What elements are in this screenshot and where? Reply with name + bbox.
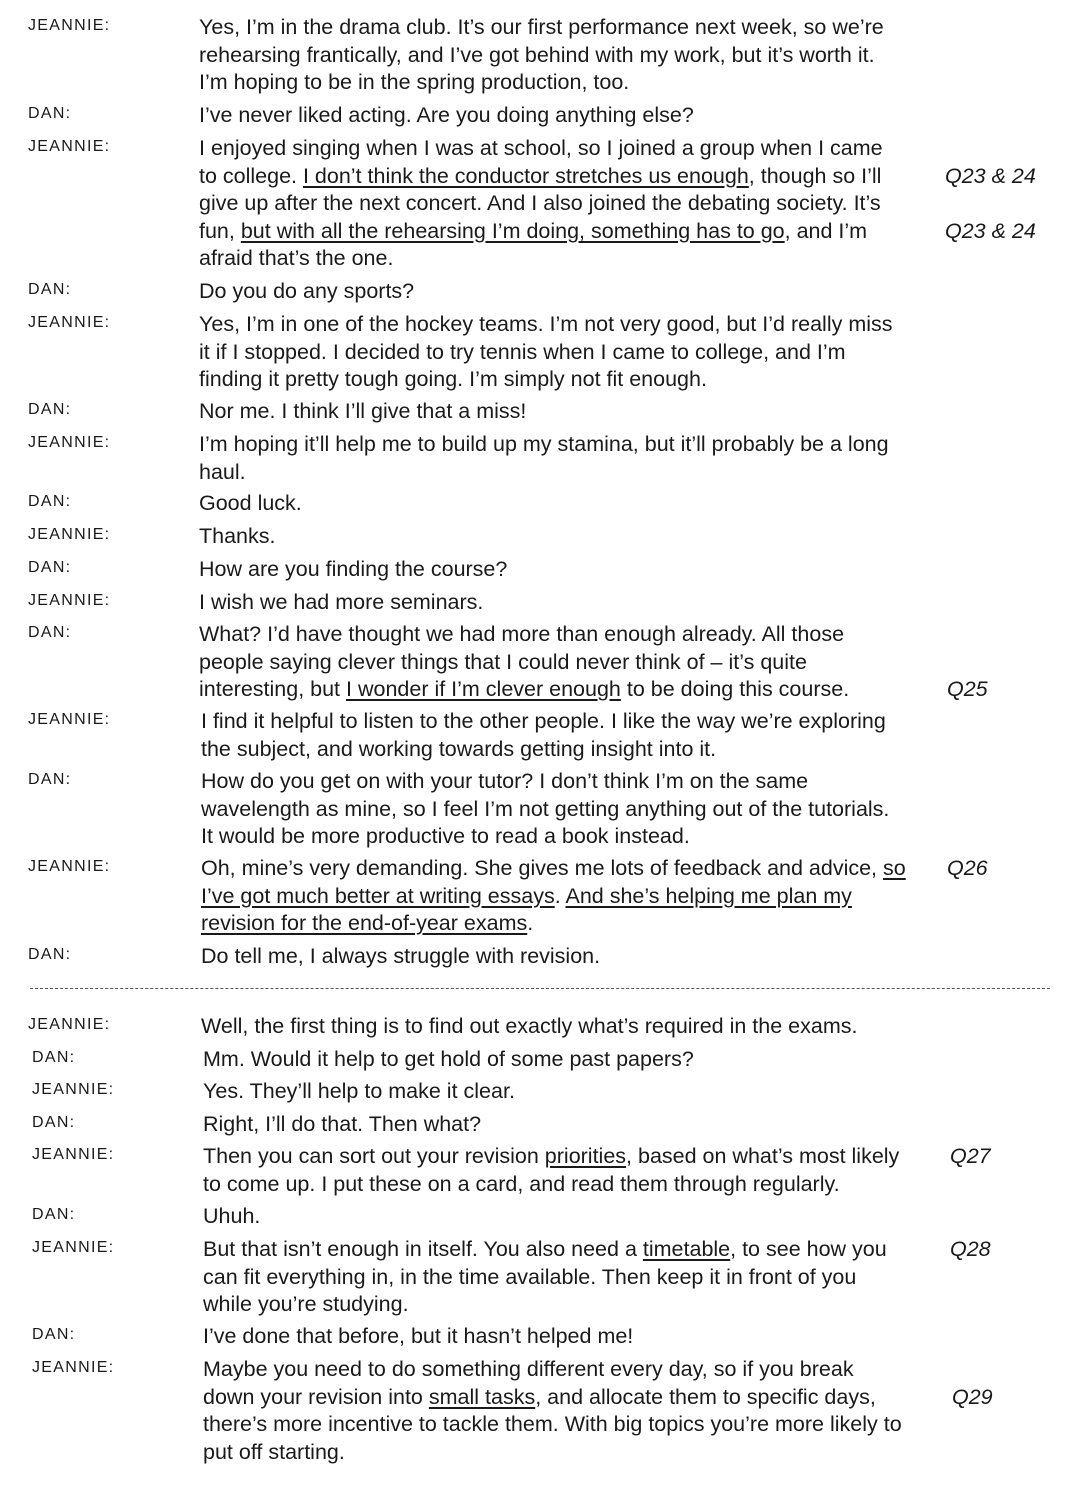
underlined-answer-text: but with all the rehearsing I’m doing, something has to go [240, 218, 785, 243]
speech-text [203, 1111, 963, 1139]
speech-line [199, 589, 959, 617]
question-marker: Q23 & 24 [945, 163, 1036, 188]
speaker-label: DAN: [32, 1206, 76, 1223]
speech-segment: Yes. They’ll help to make it clear. [203, 1079, 515, 1103]
speech-segment: wavelength as mine, so I feel I’m not getting anything out of the tutorials. [201, 796, 890, 821]
speech-text [199, 621, 959, 704]
speech-segment: Oh, mine’s very demanding. She gives me lots of feedback and advice, [201, 856, 884, 880]
speech-line [203, 1323, 963, 1351]
speech-segment: Do you do any sports? [199, 279, 415, 303]
speech-segment: , to see how you [730, 1237, 887, 1261]
speech-line [199, 523, 959, 551]
speech-text [201, 768, 961, 851]
speech-line [199, 69, 959, 97]
speech-segment: Nor me. I think I’ll give that a miss! [199, 399, 527, 423]
speech-line [203, 1291, 963, 1319]
speech-text [201, 708, 961, 763]
speech-segment: people saying clever things that I could never think of – it’s quite [199, 649, 807, 674]
speech-segment: it if I stopped. I decided to try tennis when I came to college, and I’m [199, 339, 846, 364]
speech-segment: can fit everything in, in the time available. Then keep it in front of you [203, 1264, 857, 1289]
speech-segment: It would be more productive to read a book instead. [201, 824, 690, 848]
speech-segment: Good luck. [199, 491, 302, 515]
speech-segment: fun, [199, 218, 241, 243]
speech-segment: Yes, I’m in the drama club. It’s our first performance next week, so we’re [199, 15, 884, 39]
speech-segment: . [527, 911, 534, 935]
speech-segment: Yes, I’m in one of the hockey teams. I’m not very good, but I’d really miss [199, 312, 893, 336]
speech-line [199, 190, 959, 218]
speech-line [203, 1203, 963, 1231]
speech-text [199, 311, 959, 394]
speech-line [199, 135, 959, 163]
speech-line [199, 431, 959, 459]
speech-line [199, 649, 959, 677]
speech-line [199, 102, 959, 130]
question-marker: Q29 [952, 1384, 993, 1409]
speech-line [201, 708, 961, 736]
speaker-label: DAN: [28, 281, 72, 298]
speech-segment: . [554, 883, 566, 908]
speech-segment: to be doing this course. [620, 677, 850, 701]
speaker-label: DAN: [28, 493, 72, 510]
speaker-label: DAN: [28, 105, 72, 122]
speech-line [199, 398, 959, 426]
speaker-label: DAN: [28, 401, 72, 418]
speech-text [199, 431, 959, 486]
speech-segment: down your revision into [203, 1384, 429, 1409]
speech-segment: finding it pretty tough going. I’m simply not fit enough. [199, 367, 707, 391]
speech-segment: , and allocate them to specific days, [535, 1384, 876, 1409]
speaker-label: DAN: [32, 1114, 76, 1131]
speech-line [203, 1439, 963, 1467]
question-marker: Q23 & 24 [945, 218, 1036, 243]
speech-line [201, 883, 961, 911]
speaker-label: JEANNIE: [28, 858, 111, 875]
speech-segment: while you’re studying. [203, 1292, 409, 1316]
speech-segment: , based on what’s most likely [626, 1144, 900, 1168]
speech-text [199, 135, 959, 273]
speech-segment: What? I’d have thought we had more than enough already. All those [199, 622, 845, 646]
speaker-label: DAN: [28, 771, 72, 788]
speaker-label: DAN: [28, 946, 72, 963]
speech-segment: How do you get on with your tutor? I don’t think I’m on the same [201, 769, 809, 793]
speaker-label: DAN: [28, 624, 72, 641]
speech-text [201, 943, 961, 971]
speech-segment: I’m hoping it’ll help me to build up my stamina, but it’ll probably be a long [199, 432, 889, 456]
underlined-answer-text: so [883, 856, 906, 880]
speech-line [199, 459, 959, 487]
speaker-label: JEANNIE: [28, 17, 111, 34]
underlined-answer-text: I don’t think the conductor stretches us enough [302, 163, 749, 188]
speech-line [203, 1264, 963, 1292]
speech-line [201, 736, 961, 764]
speaker-label: DAN: [28, 559, 72, 576]
speech-line [203, 1143, 963, 1171]
speech-text [203, 1046, 963, 1074]
underlined-answer-text: I wonder if I’m clever enough [346, 677, 621, 701]
speech-text [201, 855, 961, 938]
speaker-label: JEANNIE: [32, 1359, 115, 1376]
speech-segment: I’ve done that before, but it hasn’t helped me! [203, 1324, 634, 1348]
speech-segment: I wish we had more seminars. [199, 590, 484, 614]
speech-text [199, 14, 959, 97]
speech-segment: Right, I’ll do that. Then what? [203, 1112, 482, 1136]
speech-line [199, 621, 959, 649]
speech-line [199, 218, 959, 246]
speech-segment: give up after the next concert. And I also joined the debating society. It’s [199, 191, 881, 215]
speaker-label: JEANNIE: [32, 1081, 115, 1098]
speech-segment: I’ve never liked acting. Are you doing anything else? [199, 103, 694, 127]
underlined-answer-text: And she’s helping me plan my [565, 883, 852, 908]
speech-segment: Mm. Would it help to get hold of some past papers? [203, 1047, 694, 1071]
speech-line [203, 1384, 963, 1412]
speech-line [203, 1111, 963, 1139]
speech-segment: haul. [199, 459, 246, 484]
speech-segment: to college. [199, 163, 303, 188]
speech-text [199, 398, 959, 426]
speech-line [199, 278, 959, 306]
speech-segment: Then you can sort out your revision [203, 1144, 545, 1168]
speech-text [199, 102, 959, 130]
speaker-label: DAN: [32, 1049, 76, 1066]
speech-text [203, 1356, 963, 1466]
question-marker: Q25 [947, 677, 988, 701]
speech-segment: How are you finding the course? [199, 557, 508, 581]
speaker-label: JEANNIE: [28, 434, 111, 451]
speaker-label: JEANNIE: [32, 1146, 115, 1163]
speech-text [203, 1203, 963, 1231]
speech-text [199, 589, 959, 617]
speech-segment: put off starting. [203, 1439, 345, 1464]
speech-line [199, 556, 959, 584]
speech-segment: Uhuh. [203, 1204, 261, 1228]
speech-line [201, 1013, 961, 1041]
speech-text [203, 1323, 963, 1351]
speech-text [199, 556, 959, 584]
question-marker: Q27 [950, 1144, 991, 1168]
speaker-label: JEANNIE: [28, 314, 111, 331]
speech-line [199, 490, 959, 518]
speech-segment: the subject, and working towards getting insight into it. [201, 736, 717, 761]
speech-line [203, 1356, 963, 1384]
speech-segment: interesting, but [199, 677, 347, 701]
speech-line [199, 339, 959, 367]
section-divider [30, 988, 1050, 989]
speech-segment: there’s more incentive to tackle them. With big topics you’re more likely to [203, 1412, 902, 1436]
speech-text [201, 1013, 961, 1041]
speech-segment: Maybe you need to do something different every day, so if you break [203, 1357, 854, 1381]
speaker-label: JEANNIE: [28, 138, 111, 155]
speech-text [199, 490, 959, 518]
speech-line [201, 855, 961, 883]
speech-line [199, 676, 959, 704]
speech-line [199, 14, 959, 42]
speech-line [201, 823, 961, 851]
speech-segment: I enjoyed singing when I was at school, so I joined a group when I came [199, 136, 883, 160]
speech-text [203, 1143, 963, 1198]
speech-text [199, 523, 959, 551]
speech-segment: Thanks. [199, 524, 276, 548]
speaker-label: JEANNIE: [28, 526, 111, 543]
speech-line [199, 42, 959, 70]
speech-line [201, 768, 961, 796]
speech-line [201, 910, 961, 938]
speech-segment: , though so I’ll [748, 163, 882, 188]
speech-line [201, 943, 961, 971]
speech-segment: I find it helpful to listen to the other people. I like the way we’re exploring [201, 709, 886, 733]
speech-segment: I’m hoping to be in the spring production, too. [199, 70, 630, 94]
speaker-label: JEANNIE: [28, 1016, 111, 1033]
speech-segment: Well, the first thing is to find out exactly what’s required in the exams. [201, 1014, 858, 1038]
speaker-label: JEANNIE: [28, 711, 111, 728]
speech-text [203, 1236, 963, 1319]
speech-text [203, 1078, 963, 1106]
speech-line [199, 163, 959, 191]
speech-segment: afraid that’s the one. [199, 246, 394, 270]
speech-segment: Do tell me, I always struggle with revision. [201, 944, 601, 968]
speech-segment: , and I’m [784, 218, 868, 243]
speech-line [203, 1171, 963, 1199]
underlined-answer-text: revision for the end-of-year exams [201, 911, 528, 935]
question-marker: Q28 [950, 1237, 991, 1261]
speaker-label: JEANNIE: [28, 592, 111, 609]
underlined-answer-text: timetable [642, 1237, 731, 1261]
question-marker: Q26 [947, 856, 988, 880]
speech-line [203, 1078, 963, 1106]
speech-line [203, 1046, 963, 1074]
speech-line [199, 245, 959, 273]
speech-line [203, 1236, 963, 1264]
speaker-label: DAN: [32, 1326, 76, 1343]
speech-line [199, 311, 959, 339]
speech-line [199, 366, 959, 394]
underlined-answer-text: I’ve got much better at writing essays [201, 883, 555, 908]
speech-segment: rehearsing frantically, and I’ve got behind with my work, but it’s worth it. [199, 42, 875, 67]
speech-text [199, 278, 959, 306]
speech-segment: But that isn’t enough in itself. You also need a [203, 1237, 643, 1261]
speech-segment: to come up. I put these on a card, and read them through regularly. [203, 1171, 840, 1196]
underlined-answer-text: small tasks [428, 1384, 536, 1409]
speech-line [201, 796, 961, 824]
underlined-answer-text: priorities [544, 1144, 627, 1168]
speech-line [203, 1411, 963, 1439]
speaker-label: JEANNIE: [32, 1239, 115, 1256]
